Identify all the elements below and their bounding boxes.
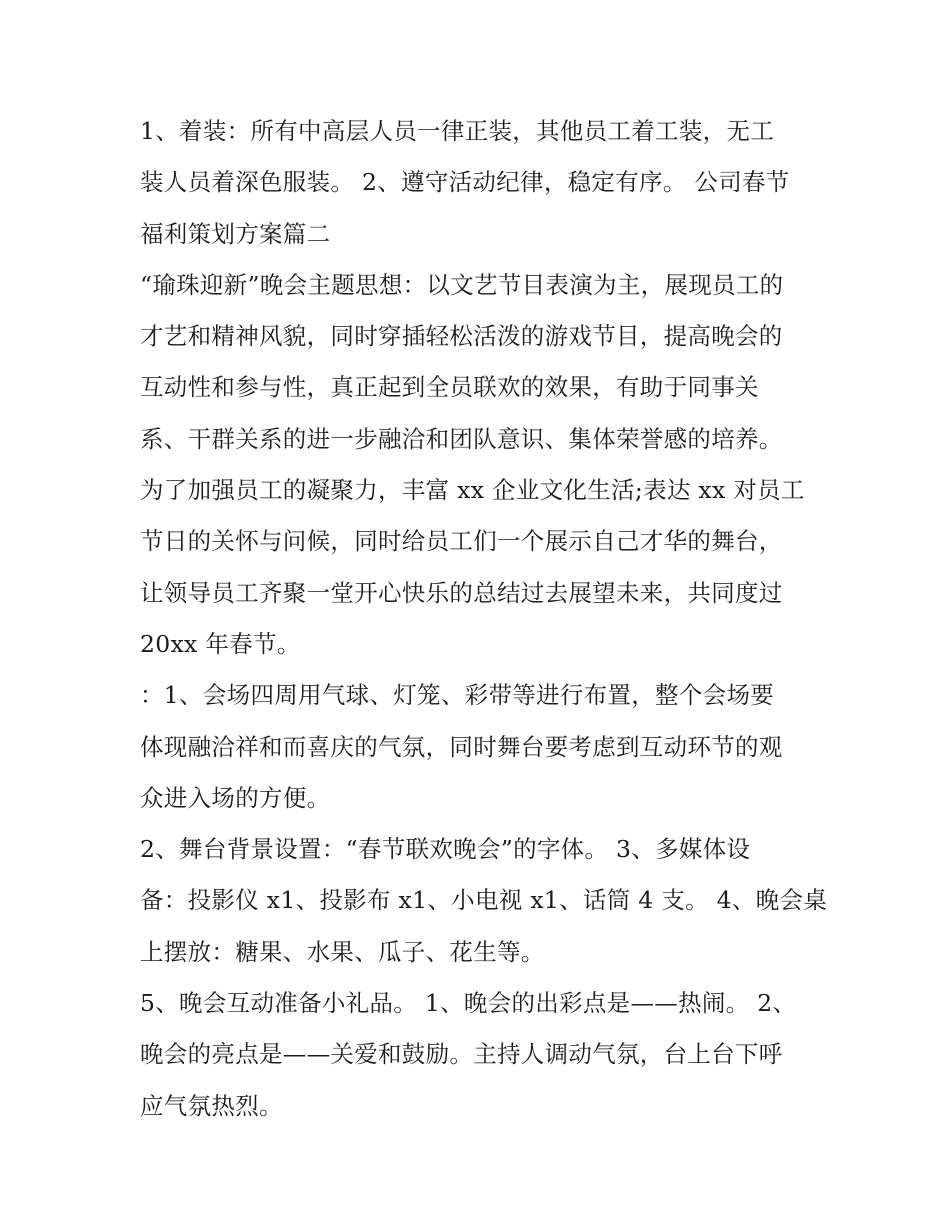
paragraph-dress-code [140, 106, 820, 260]
text-line: 体现融洽祥和而喜庆的气氛，同时舞台要考虑到互动环节的观 [140, 732, 783, 761]
text-line: 装人员着深色服装。 2、遵守活动纪律，稳定有序。 公司春节 [140, 168, 790, 197]
paragraph-stage-setup [140, 824, 828, 978]
paragraph-party-theme [140, 260, 820, 670]
text-line: “瑜珠迎新”晚会主题思想：以文艺节目表演为主，展现员工的 [140, 270, 784, 299]
text-line: 2、舞台背景设置：“春节联欢晚会”的字体。 3、多媒体设 [140, 835, 751, 864]
text-line: 上摆放：糖果、水果、瓜子、花生等。 [140, 937, 545, 966]
text-line: 众进入场的方便。 [140, 783, 331, 812]
paragraph-highlights [140, 978, 820, 1132]
text-line: 让领导员工齐聚一堂开心快乐的总结过去展望未来，共同度过 [140, 578, 783, 607]
text-line: 福利策划方案篇二 [140, 219, 331, 248]
text-line: 晚会的亮点是——关爱和鼓励。主持人调动气氛，台上台下呼 [140, 1040, 783, 1069]
document-body [140, 106, 828, 1132]
text-line: 备：投影仪 x1、投影布 x1、小电视 x1、话筒 4 支。 4、晚会桌 [140, 886, 828, 915]
text-line: 1、着装：所有中高层人员一律正装，其他员工着工装，无工 [140, 117, 775, 145]
text-line: 系、干群关系的进一步融洽和团队意识、集体荣誉感的培养。 [140, 424, 783, 453]
text-line: ：1、会场四周用气球、灯笼、彩带等进行布置，整个会场要 [140, 681, 775, 710]
text-line: 20xx 年春节。 [140, 629, 301, 658]
text-line: 应气氛热烈。 [140, 1091, 283, 1120]
paragraph-venue-decoration [140, 670, 820, 824]
text-line: 节日的关怀与问候，同时给员工们一个展示自己才华的舞台， [140, 527, 783, 556]
text-line: 才艺和精神风貌，同时穿插轻松活泼的游戏节目，提高晚会的 [140, 322, 783, 351]
text-line: 5、晚会互动准备小礼品。 1、晚会的出彩点是——热闹。 2、 [140, 989, 797, 1018]
text-line: 互动性和参与性，真正起到全员联欢的效果，有助于同事关 [140, 373, 759, 402]
text-line: 为了加强员工的凝聚力，丰富 xx 企业文化生活;表达 xx 对员工 [140, 476, 805, 505]
